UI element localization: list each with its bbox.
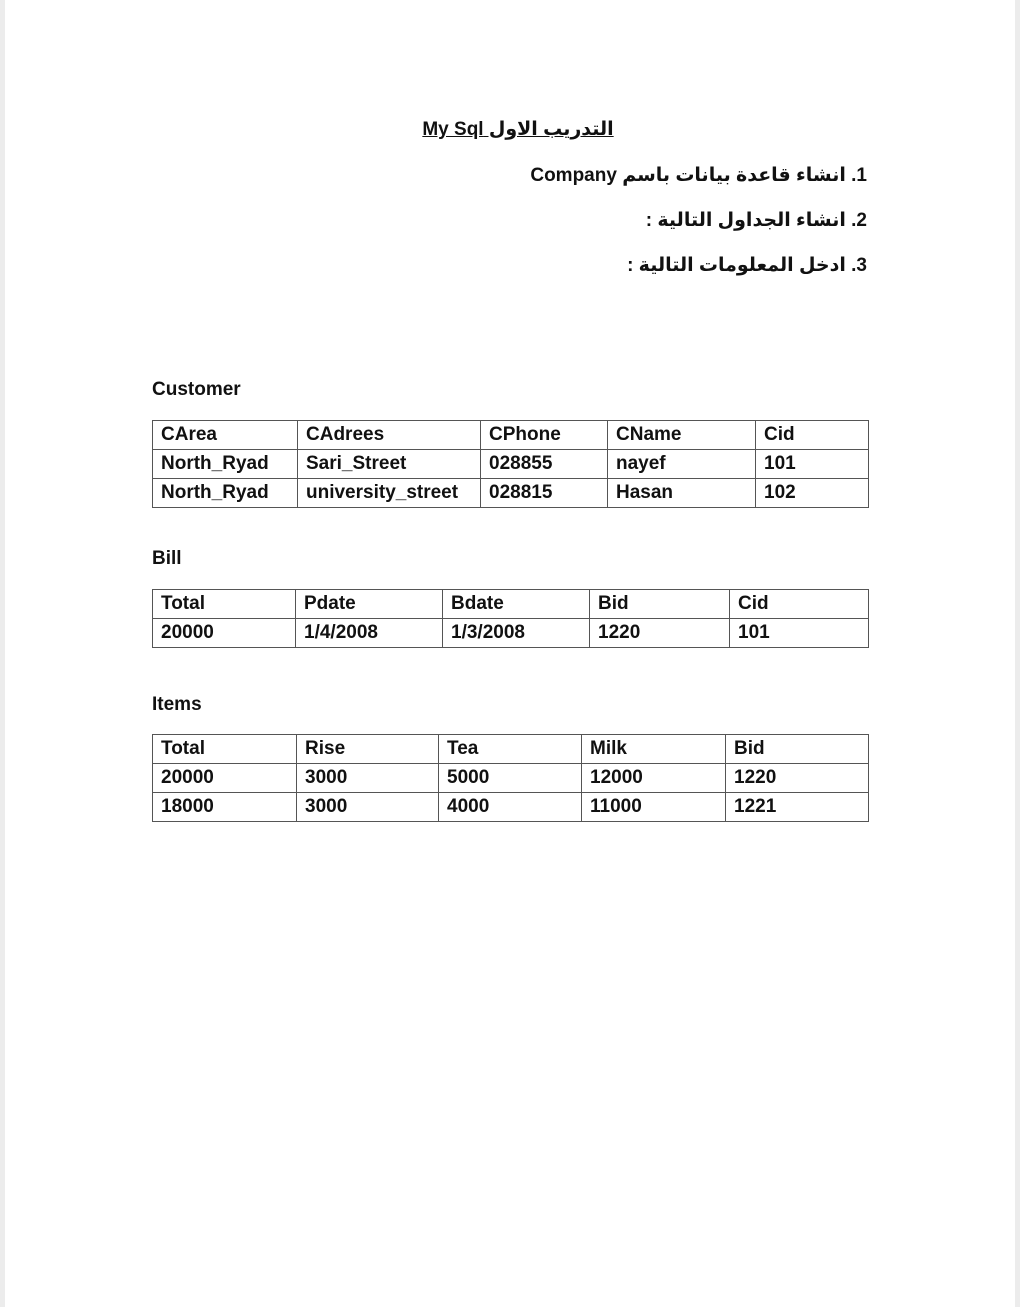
table-cell: 18000	[153, 793, 297, 822]
customer-table-label: Customer	[152, 379, 241, 400]
table-cell: 20000	[153, 619, 296, 648]
table-header-cell: CArea	[153, 421, 298, 450]
table-header-cell: CPhone	[481, 421, 608, 450]
table-header-cell: Total	[153, 735, 297, 764]
table-header-cell: Tea	[439, 735, 582, 764]
table-cell: 028855	[481, 450, 608, 479]
instruction-step: 1. انشاء قاعدة بيانات باسم Company	[530, 165, 867, 186]
items-table	[152, 734, 869, 822]
table-cell: 3000	[297, 764, 439, 793]
table-header-cell: Cid	[756, 421, 869, 450]
table-header-cell: Cid	[730, 590, 869, 619]
table-header-cell: Pdate	[296, 590, 443, 619]
table-cell: Sari_Street	[298, 450, 481, 479]
table-header-row	[153, 590, 869, 619]
table-cell: Hasan	[608, 479, 756, 508]
table-header-cell: Total	[153, 590, 296, 619]
table-cell: 1/4/2008	[296, 619, 443, 648]
table-row	[153, 764, 869, 793]
table-header-cell: Bid	[726, 735, 869, 764]
page-title: التدريب الاول My Sql	[422, 119, 614, 140]
table-header-cell: CAdrees	[298, 421, 481, 450]
table-cell: 102	[756, 479, 869, 508]
instruction-step: 3. ادخل المعلومات التالية :	[627, 255, 867, 276]
bill-table	[152, 589, 869, 648]
document-page	[5, 0, 1015, 1307]
table-header-cell: Milk	[582, 735, 726, 764]
table-cell: North_Ryad	[153, 479, 298, 508]
table-header-cell: Bdate	[443, 590, 590, 619]
table-row	[153, 479, 869, 508]
table-cell: 1220	[590, 619, 730, 648]
table-cell: 101	[730, 619, 869, 648]
table-header-row	[153, 735, 869, 764]
customer-table	[152, 420, 869, 508]
table-cell: North_Ryad	[153, 450, 298, 479]
table-cell: 11000	[582, 793, 726, 822]
bill-table-label: Bill	[152, 548, 182, 569]
table-cell: 3000	[297, 793, 439, 822]
table-cell: 4000	[439, 793, 582, 822]
table-header-row	[153, 421, 869, 450]
instruction-step: 2. انشاء الجداول التالية :	[645, 210, 867, 231]
table-cell: university_street	[298, 479, 481, 508]
table-cell: 1/3/2008	[443, 619, 590, 648]
instruction-list	[530, 160, 867, 295]
table-header-cell: Bid	[590, 590, 730, 619]
table-cell: 1221	[726, 793, 869, 822]
table-cell: 028815	[481, 479, 608, 508]
table-cell: 20000	[153, 764, 297, 793]
items-table-label: Items	[152, 694, 202, 715]
table-header-cell: Rise	[297, 735, 439, 764]
table-cell: nayef	[608, 450, 756, 479]
table-header-cell: CName	[608, 421, 756, 450]
table-cell: 5000	[439, 764, 582, 793]
table-cell: 1220	[726, 764, 869, 793]
table-cell: 101	[756, 450, 869, 479]
table-row	[153, 450, 869, 479]
table-cell: 12000	[582, 764, 726, 793]
table-row	[153, 793, 869, 822]
table-row	[153, 619, 869, 648]
